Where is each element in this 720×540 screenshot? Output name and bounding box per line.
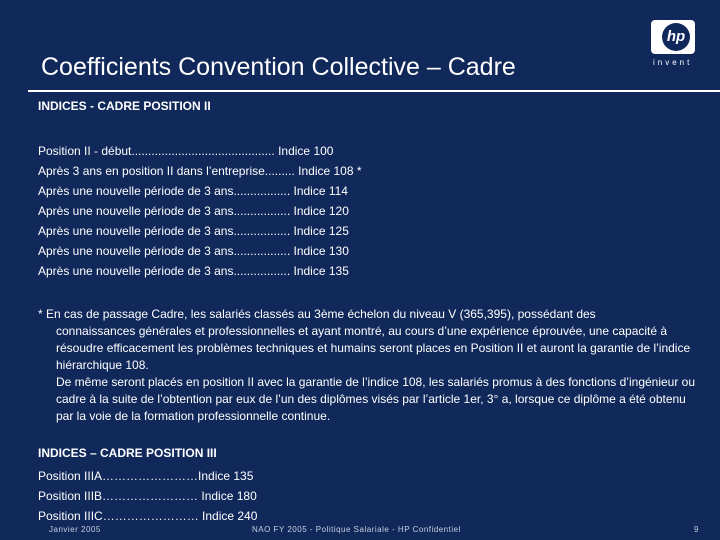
list-item: Position II - début........................................... Indice 100	[38, 144, 334, 158]
footer-confidential: NAO FY 2005 - Politique Salariale - HP Confidentiel	[252, 525, 461, 534]
position-iii-list	[38, 466, 257, 526]
list-item: Position IIIC…………………… Indice 240	[38, 509, 258, 523]
list-item: Après une nouvelle période de 3 ans................. Indice 120	[38, 204, 349, 218]
list-item: Après une nouvelle période de 3 ans................. Indice 114	[38, 184, 348, 198]
slide-title: Coefficients Convention Collective – Cadre	[41, 53, 516, 81]
list-item: Position IIIB…………………… Indice 180	[38, 489, 257, 503]
footnote-paragraph-1: connaissances générales et professionnelles et ayant montré, au cours d’une expérience éprouvée, une capacité à résoudre efficacement les problèmes techniques et humains seront places en Position II et auront la garantie de l’indice hiérarchique 108.	[56, 324, 691, 372]
footer-date: Janvier 2005	[49, 525, 101, 534]
list-item: Après une nouvelle période de 3 ans................. Indice 135	[38, 264, 349, 278]
title-divider	[28, 90, 720, 92]
position-ii-list	[38, 141, 362, 281]
footnote-paragraph-2: De même seront placés en position II avec la garantie de l’indice 108, les salariés promus à des fonctions d’ingénieur ou cadre à la suite de l’obtention par eux de l’un des diplômes visés par l’article 1er, 3° a, lorsque ce diplôme a été obtenu par la voie de la formation professionnelle continue.	[56, 375, 696, 423]
hp-logo-tagline: invent	[653, 58, 693, 67]
footnote-first-line: * En cas de passage Cadre, les salariés classés au 3ème échelon du niveau V (365,395), possédant des	[38, 307, 596, 321]
section-heading-position-iii: INDICES – CADRE POSITION III	[38, 446, 217, 460]
list-item: Position IIIA……………………Indice 135	[38, 469, 254, 483]
hp-logo-mark: hp	[662, 23, 690, 51]
section-heading-position-ii: INDICES - CADRE POSITION II	[38, 99, 211, 113]
list-item: Après une nouvelle période de 3 ans................. Indice 130	[38, 244, 349, 258]
hp-logo-badge	[651, 20, 695, 54]
footer-page-number: 9	[694, 525, 699, 534]
hp-logo	[648, 20, 704, 70]
footnote	[38, 306, 702, 425]
list-item: Après 3 ans en position II dans l’entreprise......... Indice 108 *	[38, 164, 362, 178]
list-item: Après une nouvelle période de 3 ans................. Indice 125	[38, 224, 349, 238]
